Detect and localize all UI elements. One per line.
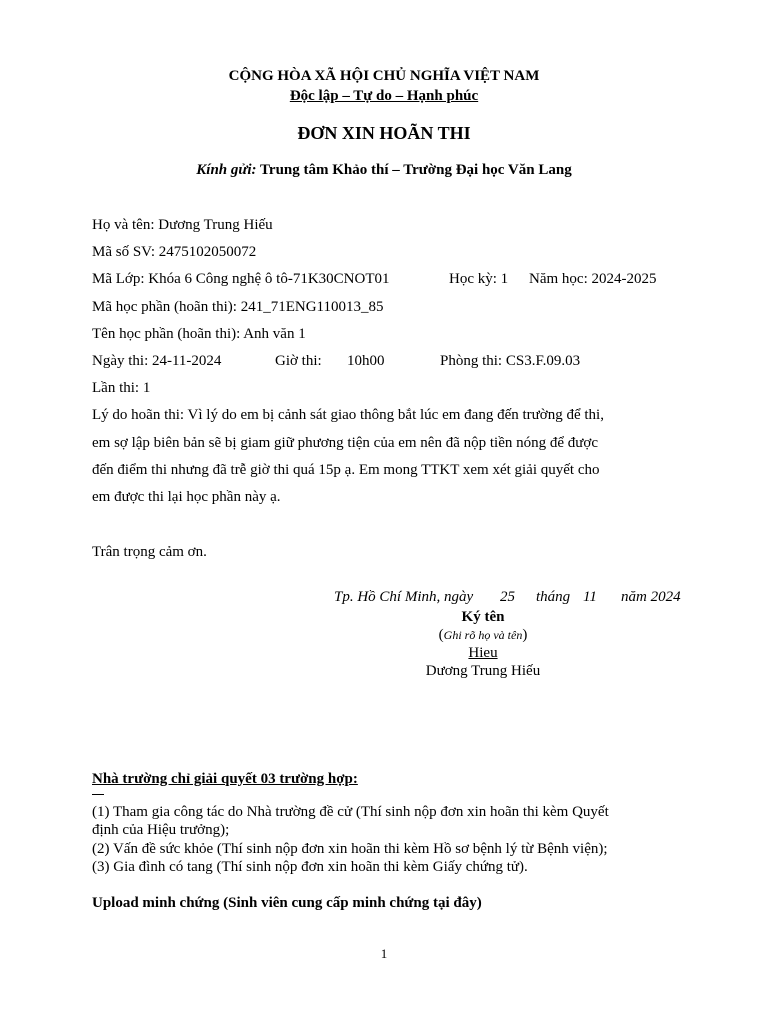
- field-course-name: Tên học phần (hoãn thi): Anh văn 1: [92, 326, 306, 342]
- sign-note-text: Ghi rõ họ và tên: [443, 628, 523, 642]
- sign-note-close: ): [522, 627, 528, 643]
- motto: [0, 88, 768, 105]
- field-course-code: Mã học phần (hoãn thi): 241_71ENG110013_85: [92, 299, 384, 315]
- reason-line: em được thi lại học phần này ạ.: [92, 489, 281, 505]
- policy-item: (1) Tham gia công tác do Nhà trường đề cử (Thí sinh nộp đơn xin hoãn thi kèm Quyết: [92, 804, 609, 820]
- field-exam-time: 10h00: [347, 353, 385, 369]
- recipient-line: [0, 162, 768, 179]
- handwritten-signature: [383, 645, 583, 662]
- signature-place: Tp. Hồ Chí Minh, ngày: [334, 589, 474, 605]
- policy-marker: [92, 794, 104, 795]
- field-student-id: Mã số SV: 2475102050072: [92, 244, 257, 260]
- policy-item: định của Hiệu trưởng);: [92, 822, 230, 838]
- field-year: Năm học: 2024-2025: [529, 271, 657, 287]
- document-title: ĐƠN XIN HOÃN THI: [297, 123, 471, 143]
- closing-text: Trân trọng cảm ơn.: [92, 544, 207, 560]
- recipient-name: Trung tâm Khảo thí – Trường Đại học Văn Lang: [260, 162, 572, 178]
- signature-year: năm 2024: [621, 589, 681, 605]
- signature-day: 25: [500, 589, 515, 605]
- reason-line: Lý do hoãn thi: Vì lý do em bị cảnh sát giao thông bắt lúc em đang đến trường để thi,: [92, 407, 604, 423]
- field-room: Phòng thi: CS3.F.09.03: [440, 353, 581, 369]
- reason-line: đến điểm thi nhưng đã trễ giờ thi quá 15p ạ. Em mong TTKT xem xét giải quyết cho: [92, 462, 600, 478]
- motto-text: Độc lập – Tự do – Hạnh phúc: [289, 88, 479, 104]
- signature-month-label: tháng: [536, 589, 571, 605]
- field-name: Họ và tên: Dương Trung Hiếu: [92, 217, 273, 233]
- sign-note-open: (: [438, 627, 444, 643]
- signature-month: 11: [583, 589, 597, 605]
- sign-label: Ký tên: [461, 609, 505, 625]
- upload-heading: Upload minh chứng (Sinh viên cung cấp minh chứng tại đây): [92, 895, 482, 911]
- policy-item: (3) Gia đình có tang (Thí sinh nộp đơn xin hoãn thi kèm Giấy chứng tử).: [92, 859, 528, 875]
- reason-line: em sợ lập biên bản sẽ bị giam giữ phương tiện của em nên đã nộp tiền nóng để được: [92, 435, 598, 451]
- field-class: Mã Lớp: Khóa 6 Công nghệ ô tô-71K30CNOT01: [92, 271, 390, 287]
- field-semester: Học kỳ: 1: [449, 271, 509, 287]
- page-number: 1: [380, 946, 388, 961]
- policy-item: (2) Vấn đề sức khỏe (Thí sinh nộp đơn xin hoãn thi kèm Hồ sơ bệnh lý từ Bệnh viện);: [92, 841, 608, 857]
- signer-name: Dương Trung Hiếu: [425, 663, 541, 679]
- sign-note: [383, 627, 583, 644]
- signature-text: Hieu: [468, 645, 498, 661]
- field-exam-date: Ngày thi: 24-11-2024: [92, 353, 222, 369]
- field-exam-time-label: Giờ thi:: [275, 353, 322, 369]
- recipient-label: Kính gửi:: [196, 162, 257, 178]
- policy-title: Nhà trường chỉ giải quyết 03 trường hợp:: [92, 771, 358, 787]
- republic-heading: CỘNG HÒA XÃ HỘI CHỦ NGHĨA VIỆT NAM: [228, 68, 540, 84]
- field-attempt: Lần thi: 1: [92, 380, 151, 396]
